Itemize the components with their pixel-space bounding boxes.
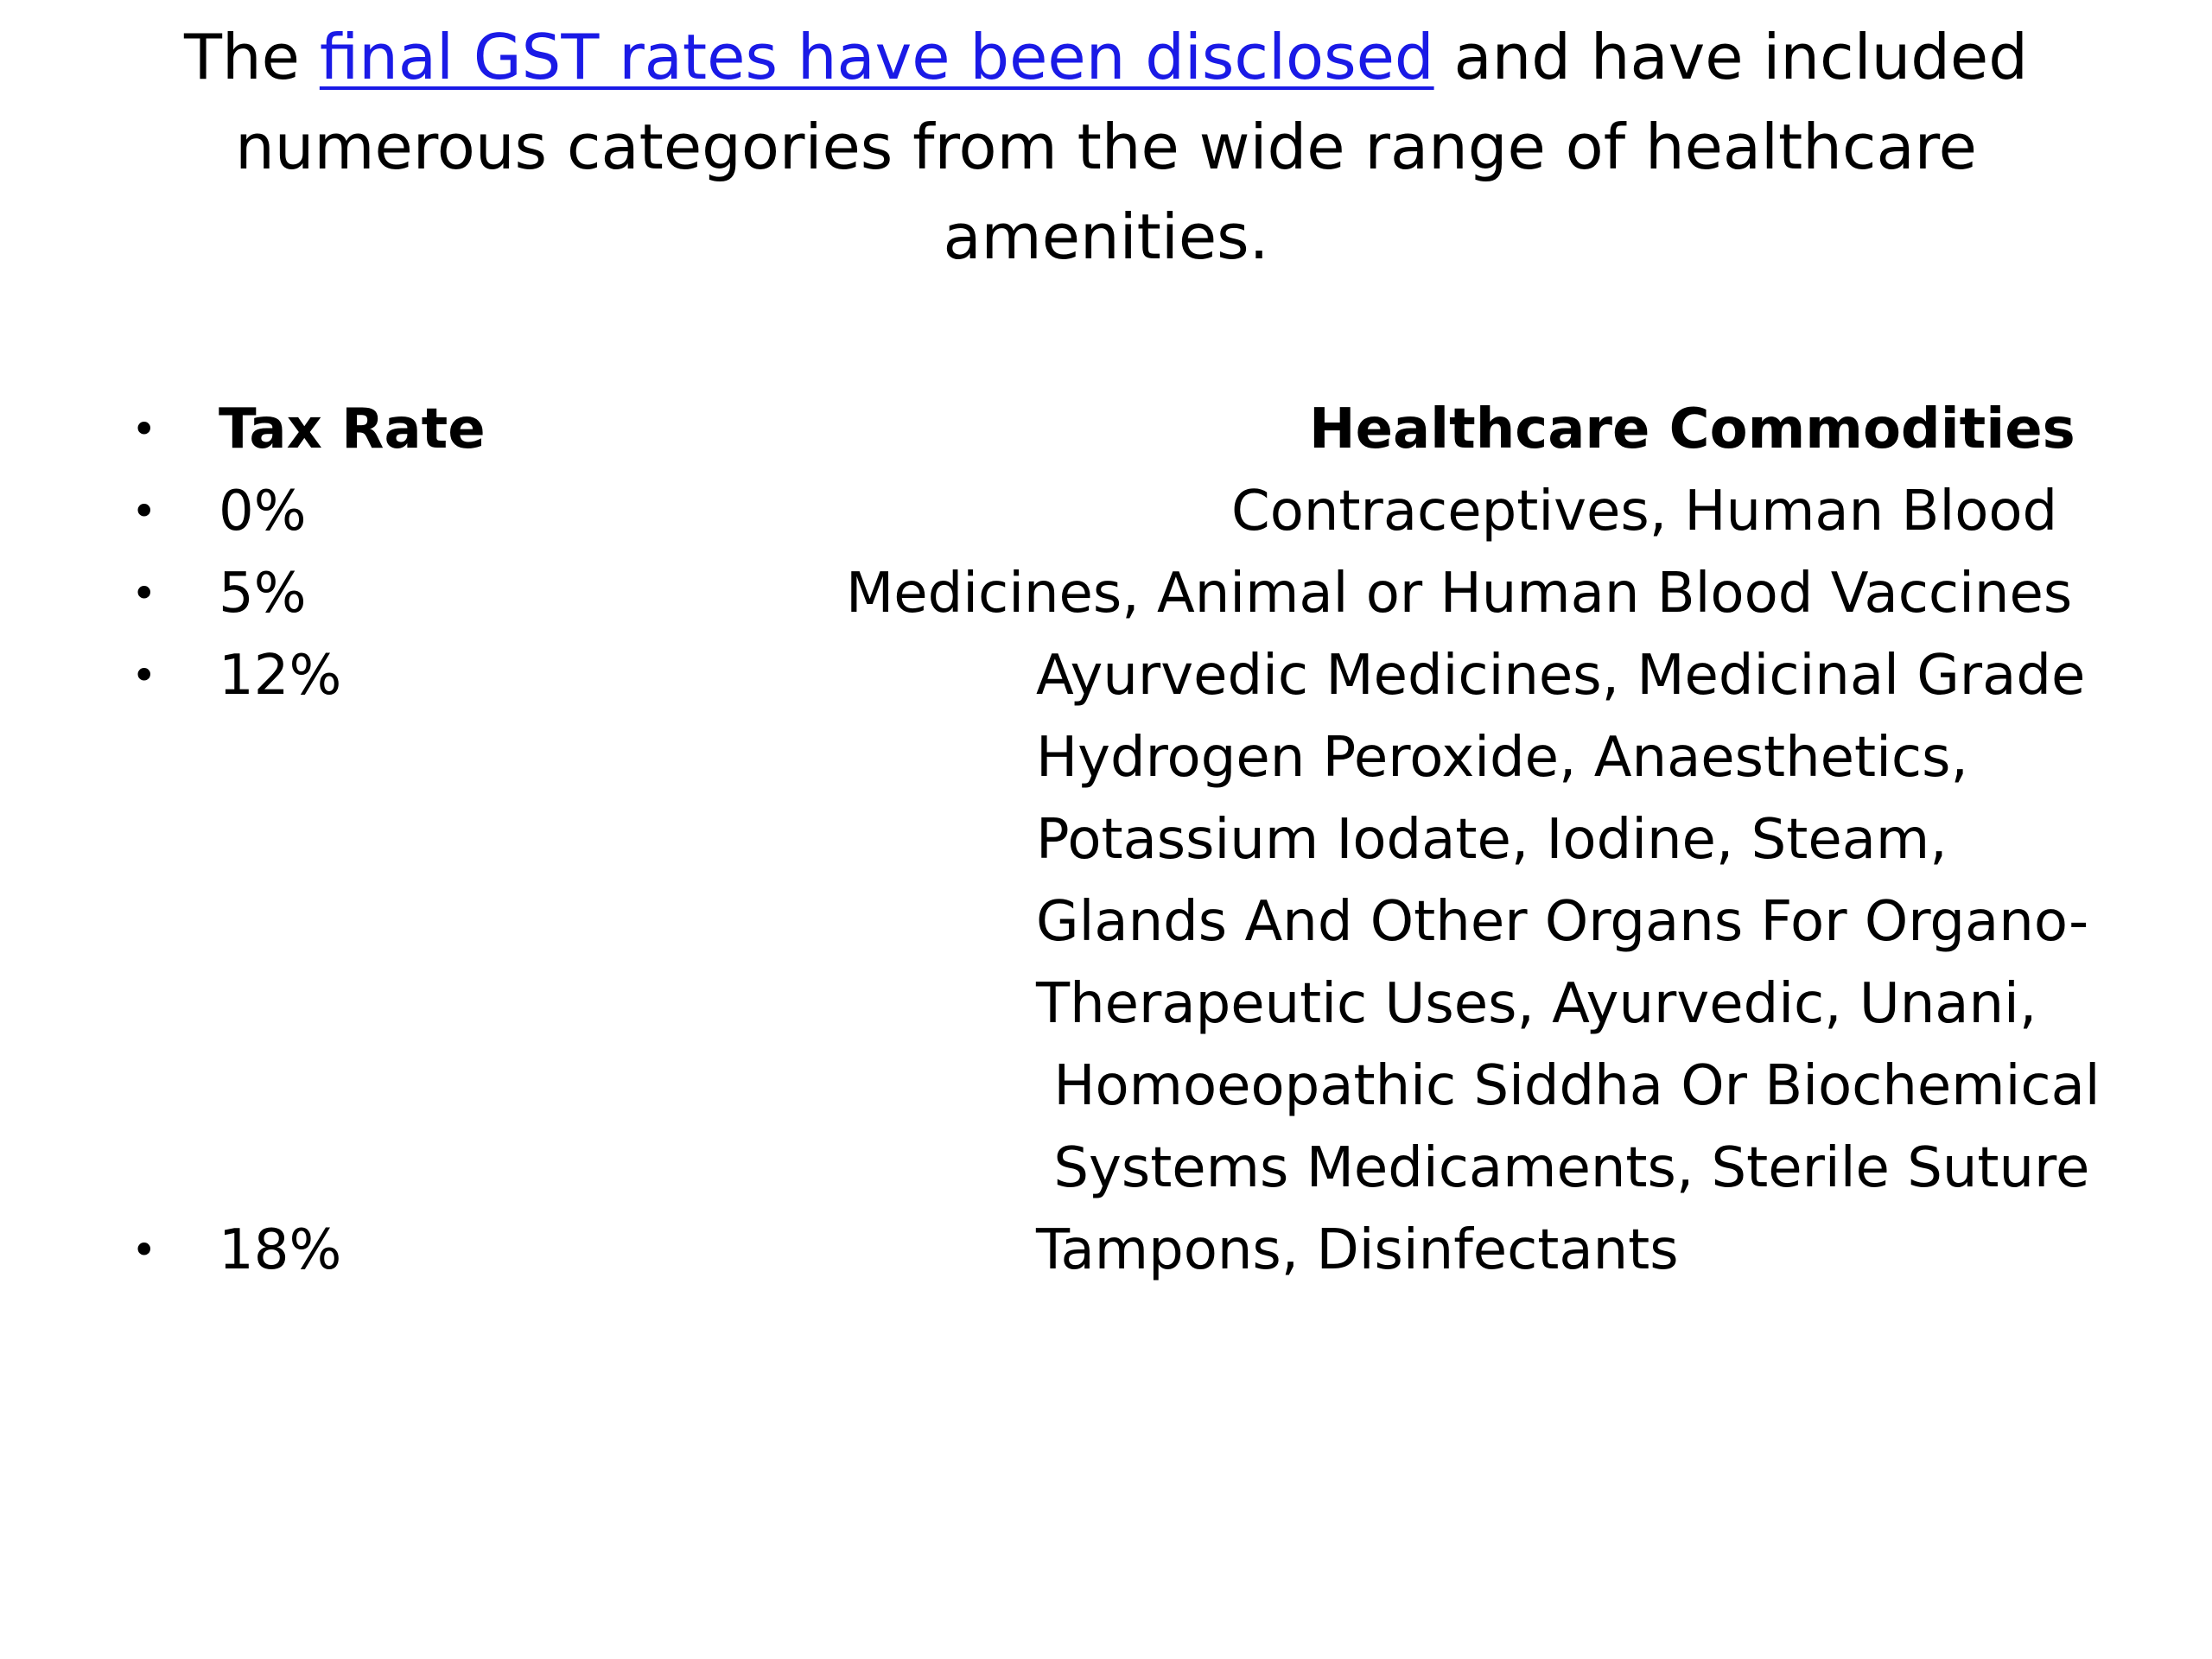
bullet-icon: • bbox=[131, 569, 157, 619]
commodities-cell: Medicines, Animal or Human Blood Vaccines bbox=[846, 562, 2073, 626]
bullet-icon: • bbox=[131, 486, 157, 537]
tax-rate-cell: 18% bbox=[219, 1218, 342, 1282]
commodities-line: Therapeutic Uses, Ayurvedic, Unani, bbox=[1036, 972, 2037, 1036]
commodities-line: Hydrogen Peroxide, Anaesthetics, bbox=[1036, 726, 1968, 790]
commodities-cell bbox=[1036, 635, 2101, 1210]
commodities-cell: Contraceptives, Human Blood bbox=[1231, 480, 2058, 543]
tax-rate-cell: 5% bbox=[219, 562, 307, 626]
intro-paragraph bbox=[0, 12, 2212, 282]
tax-rate-cell: 0% bbox=[219, 480, 307, 543]
commodities-line: Glands And Other Organs For Organo- bbox=[1036, 890, 2089, 954]
intro-line-3: amenities. bbox=[943, 200, 1269, 273]
commodities-line: Systems Medicaments, Sterile Suture bbox=[1036, 1136, 2090, 1200]
bullet-icon: • bbox=[131, 404, 157, 454]
commodities-cell: Tampons, Disinfectants bbox=[1036, 1218, 1679, 1282]
intro-line-1 bbox=[0, 12, 2212, 102]
gst-rates-link[interactable]: final GST rates have been disclosed bbox=[319, 21, 1434, 93]
commodities-line: Ayurvedic Medicines, Medicinal Grade bbox=[1036, 644, 2086, 708]
intro-text-before-link: The bbox=[184, 21, 320, 93]
tax-rate-header: Tax Rate bbox=[219, 397, 486, 461]
commodities-header: Healthcare Commodities bbox=[1309, 397, 2075, 461]
bullet-icon: • bbox=[131, 651, 157, 701]
bullet-icon: • bbox=[131, 1225, 157, 1275]
intro-line-2: numerous categories from the wide range of healthcare bbox=[235, 111, 1977, 183]
commodities-line: Homoeopathic Siddha Or Biochemical bbox=[1036, 1054, 2101, 1118]
tax-rate-cell: 12% bbox=[219, 644, 342, 708]
intro-text-after-link: and have included bbox=[1433, 21, 2028, 93]
commodities-line: Potassium Iodate, Iodine, Steam, bbox=[1036, 808, 1948, 872]
